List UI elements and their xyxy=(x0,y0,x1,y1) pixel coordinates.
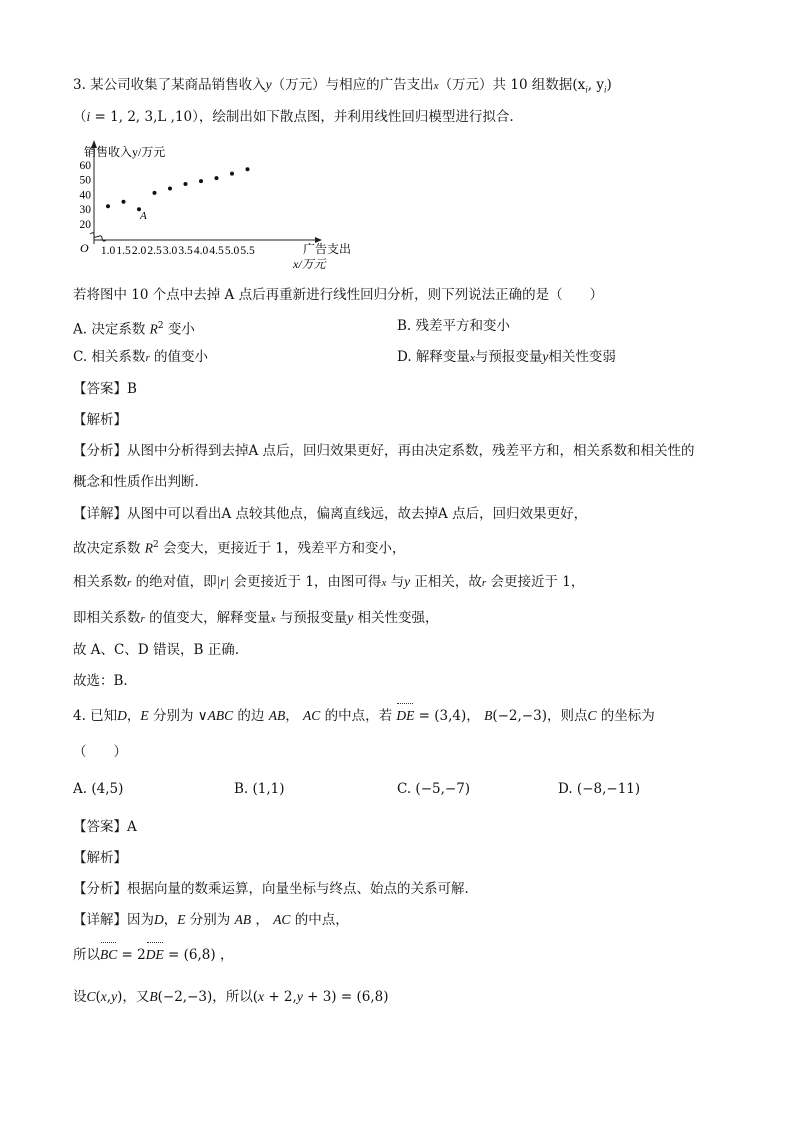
q3-fenxi-line2: 概念和性质作出判断. xyxy=(73,474,199,490)
q3-stem-line1: 3. 某公司收集了某商品销售收入y（万元）与相应的广告支出x（万元）共 10 组数据($x_i$, $y_i$) xyxy=(73,77,612,95)
q4-option-d: D. (−8,−11) xyxy=(558,781,641,797)
q4-so-line: 所以BC = 2DE = (6,8) ， xyxy=(73,947,234,963)
q3-fenxi-line1: 【分析】从图中分析得到去掉A 点后，回归效果更好，再由决定系数，残差平方和，相关系数和相关性的 xyxy=(73,443,695,459)
x-tick-label: 1.0 xyxy=(100,245,116,257)
q3-option-d: D. 解释变量x与预报变量y相关性变弱 xyxy=(397,349,616,365)
scatter-point xyxy=(168,186,172,190)
q4-set-line: 设C(x,y)，又B(−2,−3)，所以(x + 2,y + 3) = (6,8) xyxy=(73,989,389,1005)
q3-question: 若将图中 10 个点中去掉 A 点后再重新进行线性回归分析，则下列说法正确的是（ ） xyxy=(73,287,604,303)
x-tick-label: 2.0 xyxy=(131,245,147,257)
scatter-point xyxy=(153,191,157,195)
y-tick-label: 30 xyxy=(79,204,91,217)
y-tick-label: 60 xyxy=(79,159,91,172)
x-tick-label: 5.5 xyxy=(240,245,255,257)
scatter-point xyxy=(230,172,234,176)
q3-xiangjie-line5: 故 A、C、D 错误，B 正确. xyxy=(73,642,239,658)
y-axis-label: 销售收入y/万元 xyxy=(84,145,166,159)
q3-xiangjie-line4: 即相关系数r 的值变大，解释变量x 与预报变量y 相关性变强， xyxy=(73,610,439,626)
q4-option-b: B. (1,1) xyxy=(234,781,285,797)
x-tick-label: 3.0 xyxy=(162,245,178,257)
q4-paren: （ ） xyxy=(73,744,127,760)
q3-option-a: A. 决定系数 $R^2$ 变小 xyxy=(73,321,195,338)
q4-analysis-heading: 【解析】 xyxy=(73,850,127,866)
scatter-point xyxy=(184,182,188,186)
q4-xiangjie: 【详解】因为D，E 分别为 AB ， AC 的中点， xyxy=(73,912,349,928)
q4-fenxi: 【分析】根据向量的数乘运算，向量坐标与终点、始点的关系可解. xyxy=(73,881,469,897)
q4-answer: 【答案】A xyxy=(73,819,137,835)
origin-label: O xyxy=(80,241,89,255)
x-tick-label: 4.5 xyxy=(209,245,224,257)
scatter-chart xyxy=(70,138,360,273)
scatter-point xyxy=(106,204,110,208)
x-axis-label: 广告支出 xyxy=(303,242,352,256)
q4-option-a: A. (4,5) xyxy=(73,781,124,797)
x-tick-label: 2.5 xyxy=(147,245,162,257)
q3-choose: 故选：B. xyxy=(73,673,128,689)
x-tick-label: 3.5 xyxy=(178,245,193,257)
q3-xiangjie-line1: 【详解】从图中可以看出A 点较其他点，偏离直线远，故去掉A 点后，回归效果更好， xyxy=(73,506,588,522)
point-label-a: A xyxy=(140,210,147,223)
x-tick-label: 4.0 xyxy=(193,245,209,257)
q3-option-b: B. 残差平方和变小 xyxy=(397,318,511,334)
q3-stem-line2: （i = 1, 2, 3,L ,10），绘制出如下散点图，并利用线性回归模型进行拟合. xyxy=(73,109,514,125)
x-axis-unit: x/万元 xyxy=(293,257,326,271)
q3-answer: 【答案】B xyxy=(73,381,137,397)
x-tick-label: 1.5 xyxy=(116,245,131,257)
q3-option-c: C. 相关系数r 的值变小 xyxy=(73,349,209,365)
y-axis-break xyxy=(90,233,98,238)
q4-stem: 4. 已知D，E 分别为 ∨ABC 的边 AB， AC 的中点，若 DE = (3,4)， B(−2,−3)，则点C 的坐标为 xyxy=(73,708,655,724)
q3-xiangjie-line3: 相关系数r 的绝对值，即|r| 会更接近于 1，由图可得x 与y 正相关，故r 会更接近于 1， xyxy=(73,574,585,590)
y-tick-label: 20 xyxy=(79,219,91,231)
q4-option-c: C. (−5,−7) xyxy=(397,781,471,797)
scatter-point xyxy=(215,176,219,180)
scatter-point xyxy=(199,179,203,183)
y-tick-label: 50 xyxy=(79,174,91,187)
scatter-point xyxy=(122,200,126,204)
q3-xiangjie-line2: 故决定系数 $R^2$ 会变大，更接近于 1，残差平方和变小， xyxy=(73,540,406,557)
scatter-point xyxy=(246,167,250,171)
x-tick-label: 5.0 xyxy=(224,245,240,257)
y-tick-label: 40 xyxy=(79,189,91,202)
q3-analysis-heading: 【解析】 xyxy=(73,412,127,428)
